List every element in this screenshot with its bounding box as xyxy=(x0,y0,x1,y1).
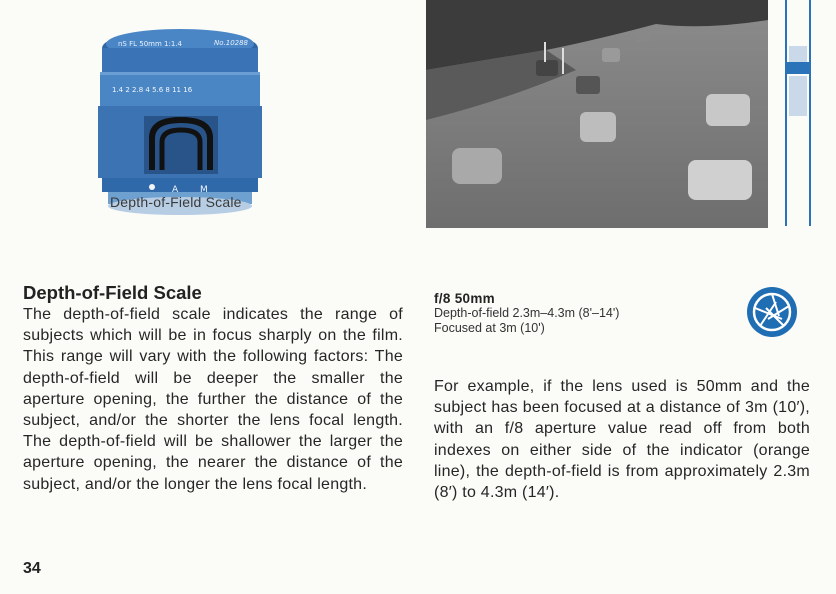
highway-photo xyxy=(426,0,768,228)
lens-serial-text: No.10288 xyxy=(214,39,249,47)
example-dof-label: Depth-of-field 2.3m–4.3m (8'–14') xyxy=(434,306,620,320)
lens-caption: Depth-of-Field Scale xyxy=(110,194,242,210)
example-focus-label: Focused at 3m (10') xyxy=(434,321,545,335)
lens-name-text: nS FL 50mm 1:1.4 xyxy=(118,40,182,48)
chapter-index-tab xyxy=(785,0,811,226)
mode-a-label: A xyxy=(172,185,179,195)
section-heading: Depth-of-Field Scale xyxy=(23,282,202,303)
page-number: 34 xyxy=(23,560,41,577)
lens-illustration xyxy=(88,20,272,216)
aperture-icon xyxy=(746,286,798,338)
example-body-text: For example, if the lens used is 50mm and the subject has been focused at a distance of 3m (10′), with an f/8 aperture value read off from both indexes on either side of the indicator (orange line), the depth-of-field is from approximately 2.3m (8′) to 4.3m (14′). xyxy=(434,378,810,502)
mode-m-label: M xyxy=(200,185,208,195)
example-fstop-label: f/8 50mm xyxy=(434,291,495,306)
aperture-ring-text: 1.4 2 2.8 4 5.6 8 11 16 xyxy=(112,86,193,94)
section-body-text: The depth-of-field scale indicates the range of subjects which will be in focus sharply on the film. This range will vary with the following factors: The depth-of-field will be deeper the smaller the aperture opening, the further the distance of the subject, and/or the shorter the lens focal length. The depth-of-field will be shallower the larger the aperture opening, the nearer the distance of the subject, and/or the longer the lens focal length. xyxy=(23,306,403,493)
